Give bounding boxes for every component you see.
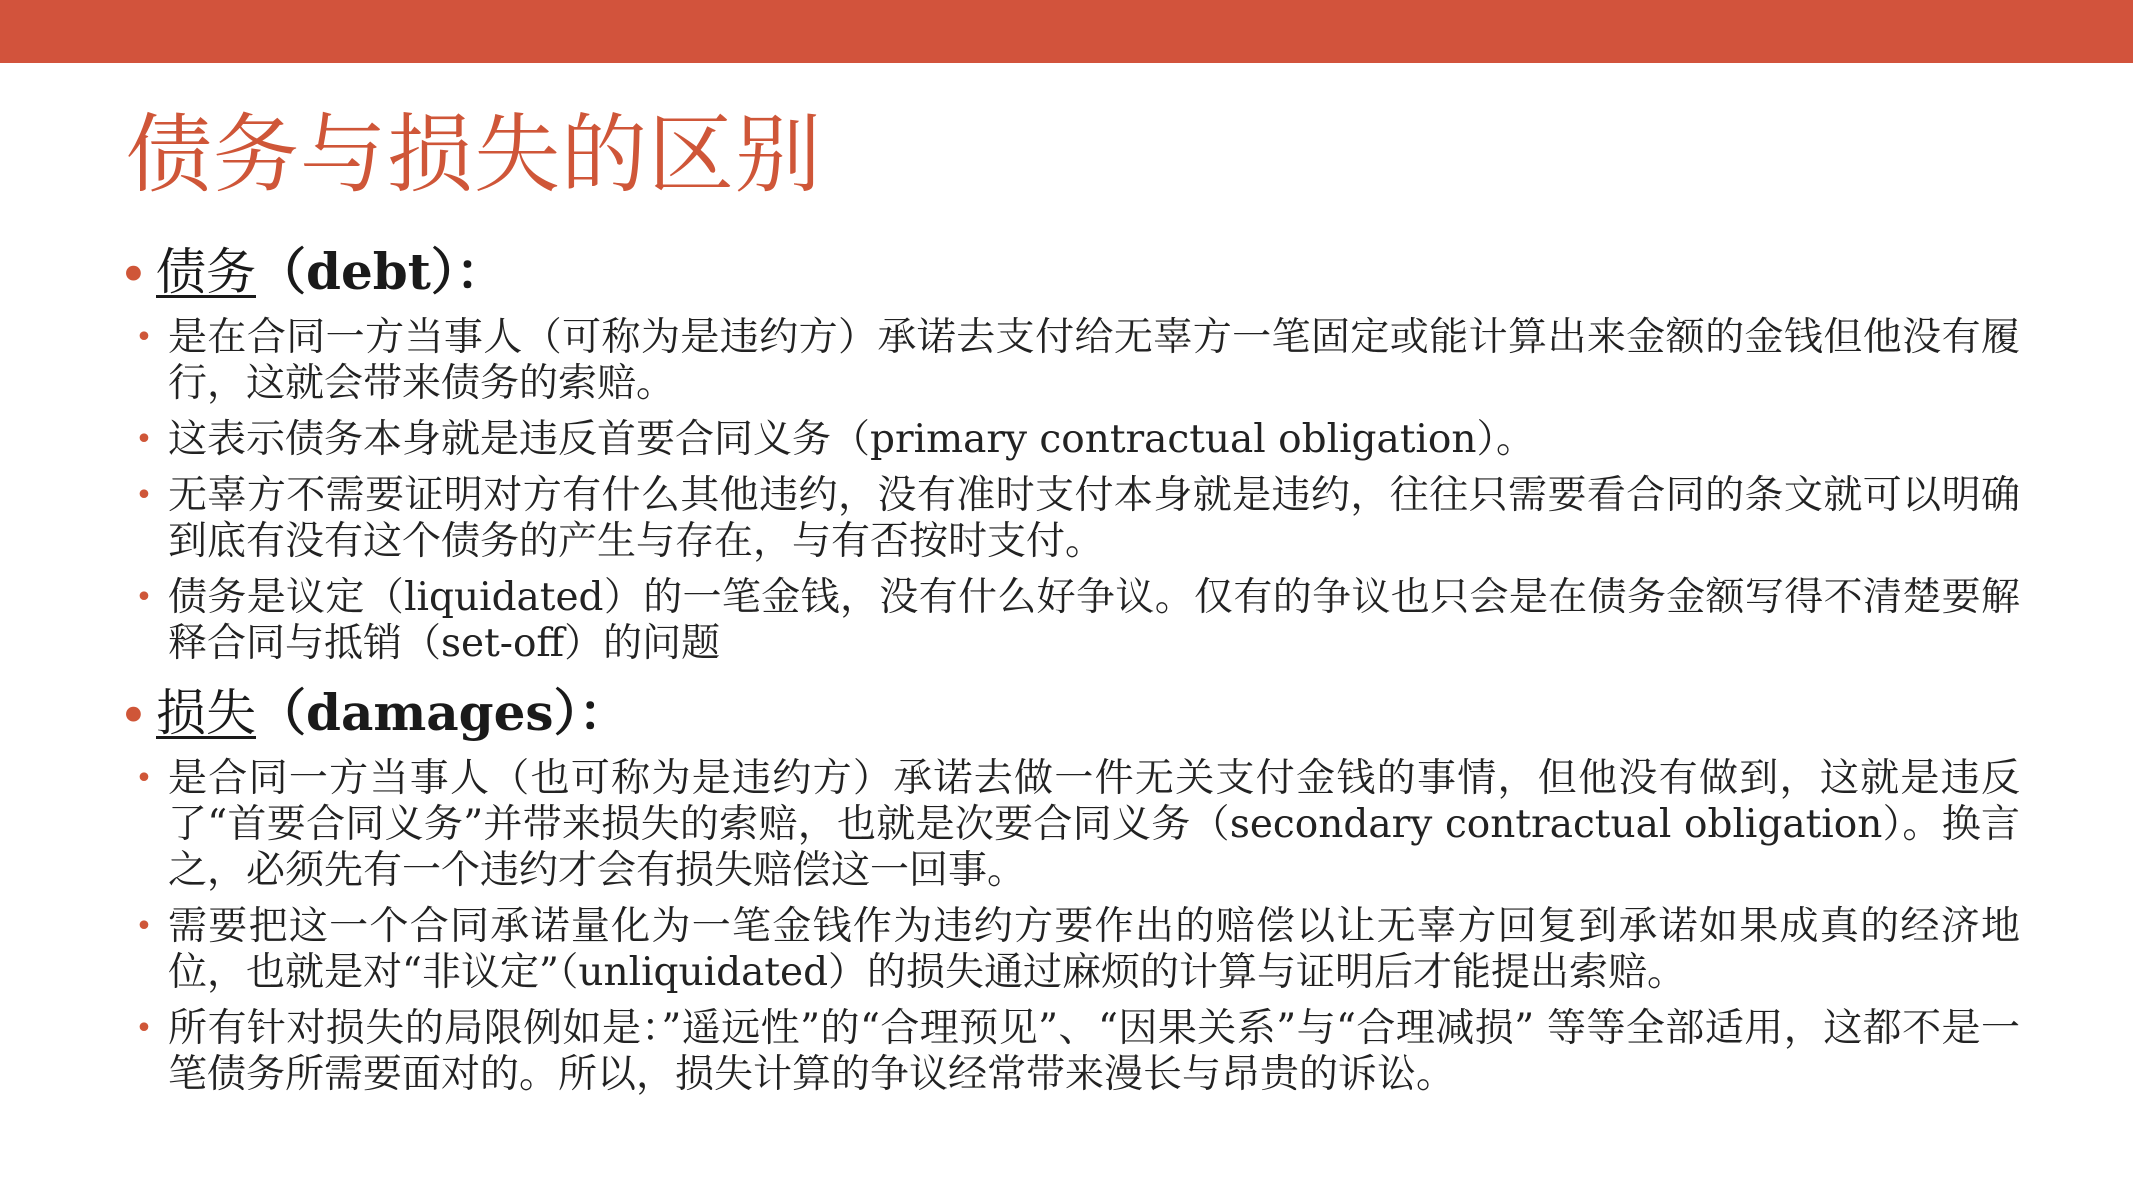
bullet-dot-icon: • — [135, 478, 153, 513]
list-item-text: 这表示债务本身就是违反首要合同义务（primary contractual obligation）。 — [168, 417, 1535, 462]
heading-term: 损失 — [156, 684, 256, 742]
heading-term: 债务 — [156, 243, 256, 301]
list-item — [120, 315, 2020, 407]
section-heading — [120, 236, 2020, 311]
list-item — [120, 575, 2020, 667]
list-item — [120, 904, 2020, 996]
bullet-dot-icon: • — [120, 250, 147, 299]
bullet-dot-icon: • — [135, 580, 153, 615]
slide-title: 债务与损失的区别 — [126, 105, 822, 205]
list-item — [120, 417, 2020, 463]
heading-suffix: （damages）： — [256, 683, 629, 742]
list-item-text: 是在合同一方当事人（可称为是违约方）承诺去支付给无辜方一笔固定或能计算出来金额的金钱但他没有履行，这就会带来债务的索赔。 — [168, 315, 2020, 406]
bullet-dot-icon: • — [135, 909, 153, 944]
slide-body — [120, 236, 2020, 1108]
list-item-text: 无辜方不需要证明对方有什么其他违约，没有准时支付本身就是违约，往往只需要看合同的条文就可以明确到底有没有这个债务的产生与存在，与有否按时支付。 — [168, 473, 2020, 564]
heading-suffix: （debt）： — [256, 242, 506, 301]
section-debt — [120, 236, 2020, 667]
list-item — [120, 756, 2020, 894]
bullet-dot-icon: • — [135, 422, 153, 457]
section-item-list — [120, 756, 2020, 1098]
section-heading — [120, 677, 2020, 752]
list-item-text: 需要把这一个合同承诺量化为一笔金钱作为违约方要作出的赔偿以让无辜方回复到承诺如果成真的经济地位，也就是对“非议定”（unliquidated）的损失通过麻烦的计算与证明后才能提出索赔。 — [168, 904, 2020, 995]
bullet-dot-icon: • — [135, 320, 153, 355]
bullet-dot-icon: • — [135, 1011, 153, 1046]
list-item-text: 所有针对损失的局限例如是：”遥远性”的“合理预见”、“因果关系”与“合理减损” 等等全部适用，这都不是一笔债务所需要面对的。所以，损失计算的争议经常带来漫长与昂贵的诉讼。 — [168, 1006, 2020, 1097]
top-accent-bar — [0, 0, 2133, 63]
list-item-text: 是合同一方当事人（也可称为是违约方）承诺去做一件无关支付金钱的事情，但他没有做到，这就是违反了“首要合同义务”并带来损失的索赔，也就是次要合同义务（secondary contractual obligation）。换言之，必须先有一个违约才会有损失赔偿这一回事。 — [168, 756, 2020, 893]
bullet-dot-icon: • — [135, 761, 153, 796]
list-item — [120, 1006, 2020, 1098]
list-item — [120, 473, 2020, 565]
list-item-text: 债务是议定（liquidated）的一笔金钱，没有什么好争议。仅有的争议也只会是在债务金额写得不清楚要解释合同与抵销（set-off）的问题 — [168, 575, 2020, 666]
bullet-dot-icon: • — [120, 691, 147, 740]
section-damages — [120, 677, 2020, 1098]
section-item-list — [120, 315, 2020, 667]
